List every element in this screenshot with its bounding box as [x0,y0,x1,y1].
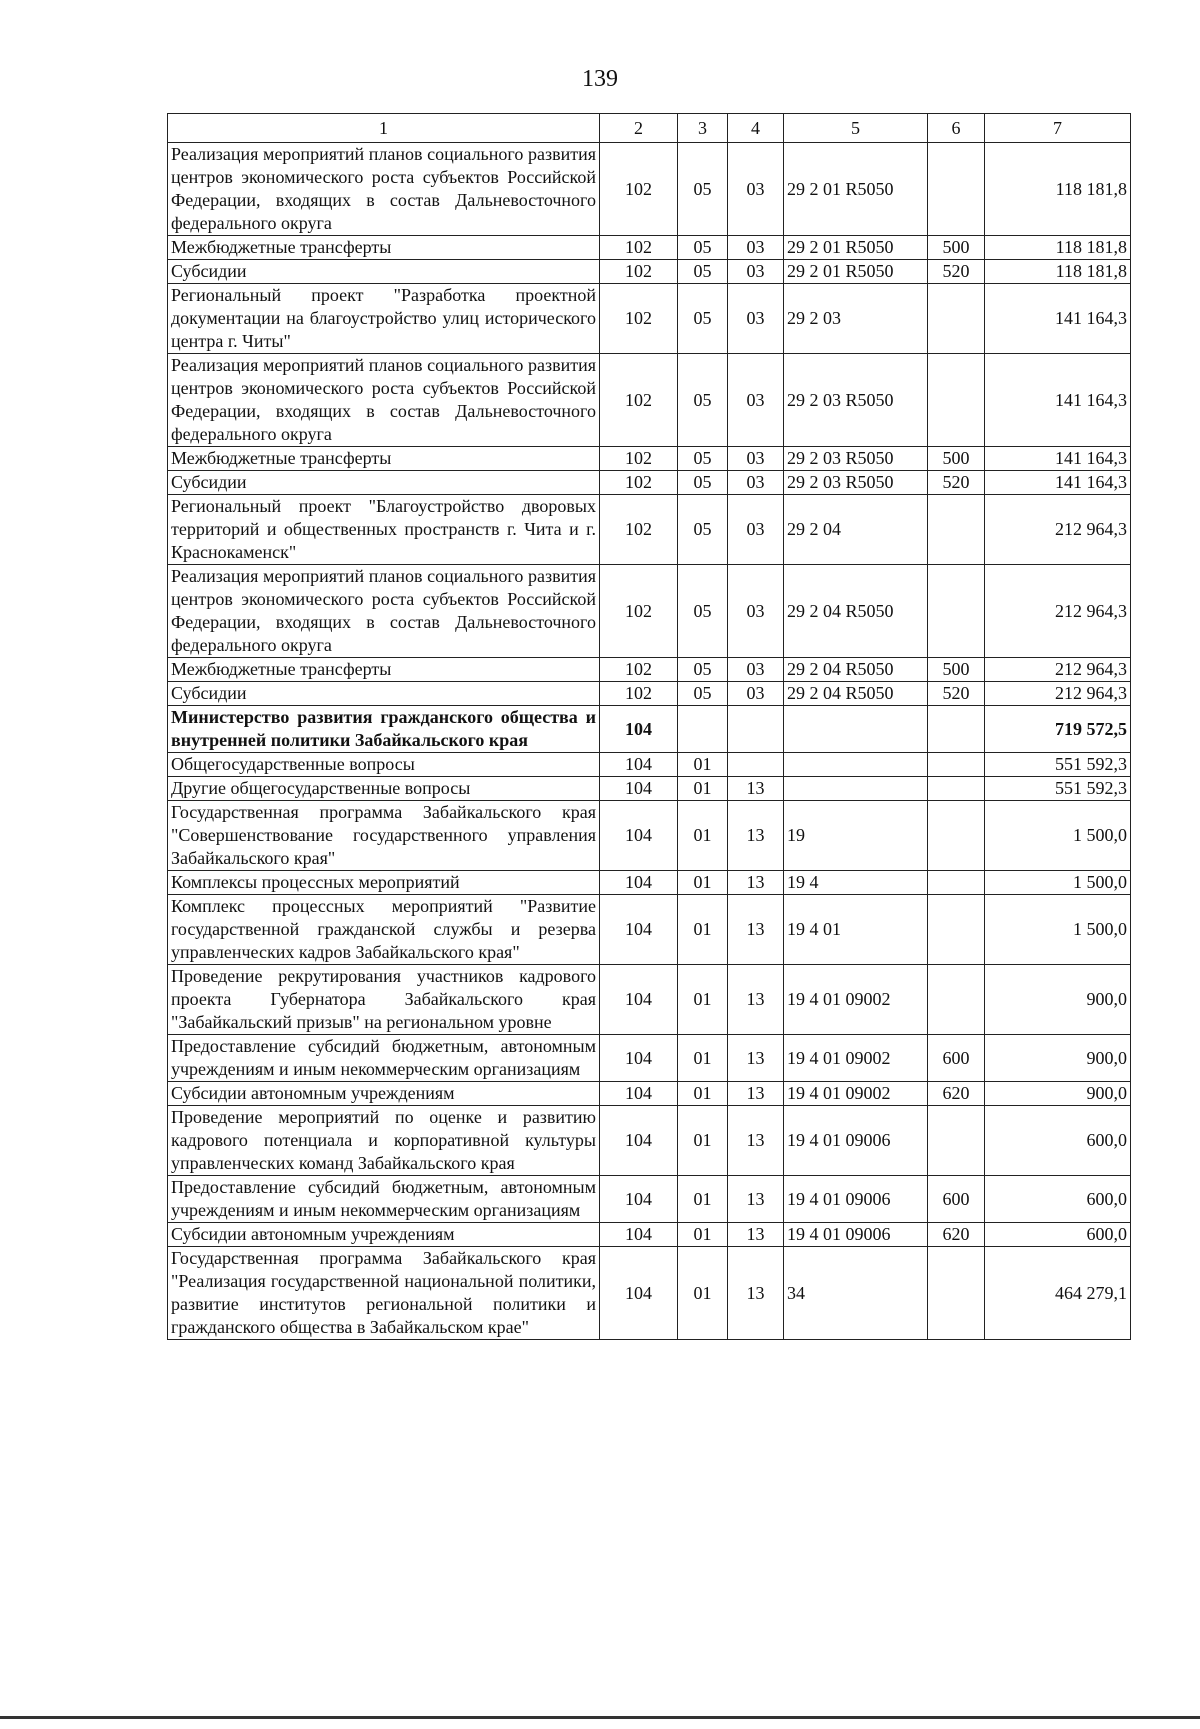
row-name-cell: Реализация мероприятий планов социального развития центров экономического роста субъектов Российской Федерации, входящих в состав Дальневосточного федерального округа [168,143,600,236]
budget-table [167,113,1131,1340]
row-target-cell: 29 2 04 [784,495,928,565]
row-section-cell: 05 [678,284,728,354]
row-type-cell [928,1106,985,1176]
row-code-cell: 102 [600,565,678,658]
row-amount-cell: 118 181,8 [985,260,1131,284]
row-code-cell: 104 [600,1247,678,1340]
page-number: 139 [582,66,618,92]
table-row [168,753,1131,777]
row-subsection-cell [728,706,784,753]
row-amount-cell: 118 181,8 [985,236,1131,260]
row-subsection-cell: 13 [728,1106,784,1176]
row-type-cell [928,753,985,777]
row-section-cell [678,706,728,753]
row-code-cell: 102 [600,143,678,236]
row-target-cell: 19 4 01 09002 [784,1035,928,1082]
row-amount-cell: 900,0 [985,965,1131,1035]
row-code-cell: 102 [600,682,678,706]
row-subsection-cell: 13 [728,871,784,895]
table-row [168,965,1131,1035]
row-code-cell: 104 [600,1035,678,1082]
row-amount-cell: 900,0 [985,1082,1131,1106]
table-row [168,143,1131,236]
row-amount-cell: 464 279,1 [985,1247,1131,1340]
scan-edge-line [0,1716,1200,1719]
table-row [168,1247,1131,1340]
row-subsection-cell: 13 [728,1082,784,1106]
row-section-cell: 01 [678,895,728,965]
row-section-cell: 05 [678,565,728,658]
row-code-cell: 104 [600,1082,678,1106]
row-amount-cell: 719 572,5 [985,706,1131,753]
row-subsection-cell: 13 [728,801,784,871]
row-section-cell: 05 [678,354,728,447]
row-target-cell: 29 2 03 [784,284,928,354]
row-section-cell: 01 [678,801,728,871]
row-target-cell [784,706,928,753]
row-target-cell: 19 4 01 09006 [784,1176,928,1223]
row-type-cell [928,143,985,236]
row-code-cell: 104 [600,706,678,753]
row-type-cell [928,1247,985,1340]
row-name-cell: Реализация мероприятий планов социального развития центров экономического роста субъектов Российской Федерации, входящих в состав Дальневосточного федерального округа [168,565,600,658]
row-type-cell [928,801,985,871]
row-code-cell: 104 [600,871,678,895]
row-section-cell: 01 [678,871,728,895]
row-type-cell: 600 [928,1035,985,1082]
row-section-cell: 05 [678,143,728,236]
row-section-cell: 01 [678,1106,728,1176]
row-section-cell: 01 [678,753,728,777]
row-type-cell: 620 [928,1223,985,1247]
row-subsection-cell: 13 [728,777,784,801]
row-amount-cell: 600,0 [985,1176,1131,1223]
header-row [168,114,1131,143]
row-code-cell: 104 [600,965,678,1035]
row-subsection-cell: 03 [728,495,784,565]
row-type-cell: 600 [928,1176,985,1223]
row-subsection-cell: 03 [728,447,784,471]
header-cell: 2 [600,114,678,143]
table-row [168,1176,1131,1223]
row-code-cell: 104 [600,895,678,965]
row-amount-cell: 141 164,3 [985,471,1131,495]
row-subsection-cell: 13 [728,965,784,1035]
row-amount-cell: 1 500,0 [985,871,1131,895]
row-name-cell: Общегосударственные вопросы [168,753,600,777]
row-target-cell: 29 2 01 R5050 [784,260,928,284]
row-subsection-cell: 03 [728,682,784,706]
row-code-cell: 104 [600,801,678,871]
row-type-cell [928,284,985,354]
row-target-cell: 29 2 04 R5050 [784,682,928,706]
row-target-cell: 19 4 [784,871,928,895]
row-subsection-cell [728,753,784,777]
row-target-cell: 19 [784,801,928,871]
row-subsection-cell: 03 [728,284,784,354]
row-code-cell: 102 [600,471,678,495]
row-name-cell: Субсидии [168,260,600,284]
row-section-cell: 05 [678,682,728,706]
row-section-cell: 05 [678,447,728,471]
row-section-cell: 05 [678,236,728,260]
row-target-cell: 29 2 03 R5050 [784,447,928,471]
row-type-cell [928,895,985,965]
row-subsection-cell: 03 [728,236,784,260]
row-amount-cell: 212 964,3 [985,565,1131,658]
row-type-cell [928,354,985,447]
row-name-cell: Государственная программа Забайкальского края "Реализация государственной национальной политики, развитие институтов региональной политики и гражданского общества в Забайкальском крае" [168,1247,600,1340]
row-name-cell: Предоставление субсидий бюджетным, автономным учреждениям и иным некоммерческим организациям [168,1035,600,1082]
row-target-cell: 29 2 03 R5050 [784,354,928,447]
row-name-cell: Межбюджетные трансферты [168,447,600,471]
row-amount-cell: 212 964,3 [985,658,1131,682]
row-section-cell: 01 [678,1247,728,1340]
table-row [168,236,1131,260]
table-row [168,706,1131,753]
row-target-cell: 29 2 01 R5050 [784,236,928,260]
row-name-cell: Комплекс процессных мероприятий "Развитие государственной гражданской службы и резерва управленческих кадров Забайкальского края" [168,895,600,965]
row-code-cell: 102 [600,495,678,565]
row-type-cell [928,706,985,753]
row-target-cell [784,777,928,801]
row-amount-cell: 551 592,3 [985,753,1131,777]
row-name-cell: Субсидии автономным учреждениям [168,1082,600,1106]
row-target-cell [784,753,928,777]
row-type-cell [928,777,985,801]
row-name-cell: Государственная программа Забайкальского края "Совершенствование государственного управления Забайкальского края" [168,801,600,871]
table-row [168,871,1131,895]
row-amount-cell: 600,0 [985,1223,1131,1247]
table-row [168,895,1131,965]
header-cell: 4 [728,114,784,143]
row-type-cell: 520 [928,682,985,706]
row-amount-cell: 141 164,3 [985,447,1131,471]
table-row [168,565,1131,658]
row-section-cell: 01 [678,965,728,1035]
row-target-cell: 29 2 03 R5050 [784,471,928,495]
row-subsection-cell: 03 [728,354,784,447]
row-code-cell: 104 [600,753,678,777]
row-code-cell: 104 [600,777,678,801]
table-row [168,471,1131,495]
header-cell: 6 [928,114,985,143]
row-type-cell [928,565,985,658]
table-row [168,777,1131,801]
row-subsection-cell: 03 [728,471,784,495]
row-section-cell: 05 [678,658,728,682]
row-amount-cell: 551 592,3 [985,777,1131,801]
row-subsection-cell: 03 [728,565,784,658]
table-row [168,284,1131,354]
row-code-cell: 102 [600,284,678,354]
table-row [168,801,1131,871]
row-name-cell: Субсидии [168,471,600,495]
row-target-cell: 19 4 01 09002 [784,1082,928,1106]
row-type-cell [928,871,985,895]
row-code-cell: 104 [600,1176,678,1223]
row-subsection-cell: 13 [728,1223,784,1247]
row-target-cell: 19 4 01 09002 [784,965,928,1035]
row-target-cell: 29 2 04 R5050 [784,565,928,658]
table-row [168,682,1131,706]
table-row [168,658,1131,682]
row-name-cell: Предоставление субсидий бюджетным, автономным учреждениям и иным некоммерческим организациям [168,1176,600,1223]
row-name-cell: Субсидии автономным учреждениям [168,1223,600,1247]
row-subsection-cell: 03 [728,658,784,682]
row-subsection-cell: 13 [728,1035,784,1082]
row-subsection-cell: 03 [728,260,784,284]
table-row [168,1106,1131,1176]
row-type-cell: 500 [928,447,985,471]
table-row [168,447,1131,471]
row-target-cell: 19 4 01 09006 [784,1223,928,1247]
row-type-cell: 500 [928,658,985,682]
row-target-cell: 29 2 04 R5050 [784,658,928,682]
row-code-cell: 102 [600,260,678,284]
row-name-cell: Другие общегосударственные вопросы [168,777,600,801]
row-type-cell: 500 [928,236,985,260]
row-section-cell: 05 [678,495,728,565]
row-section-cell: 01 [678,1223,728,1247]
row-code-cell: 104 [600,1106,678,1176]
row-name-cell: Межбюджетные трансферты [168,658,600,682]
row-name-cell: Субсидии [168,682,600,706]
row-section-cell: 05 [678,471,728,495]
header-cell: 5 [784,114,928,143]
row-name-cell: Межбюджетные трансферты [168,236,600,260]
row-amount-cell: 212 964,3 [985,682,1131,706]
row-subsection-cell: 13 [728,1247,784,1340]
row-target-cell: 29 2 01 R5050 [784,143,928,236]
row-section-cell: 05 [678,260,728,284]
row-code-cell: 102 [600,236,678,260]
row-amount-cell: 1 500,0 [985,895,1131,965]
table-row [168,1082,1131,1106]
row-type-cell: 520 [928,471,985,495]
row-type-cell [928,495,985,565]
table-row [168,260,1131,284]
table-row [168,1035,1131,1082]
row-amount-cell: 900,0 [985,1035,1131,1082]
row-subsection-cell: 13 [728,895,784,965]
row-name-cell: Комплексы процессных мероприятий [168,871,600,895]
row-amount-cell: 600,0 [985,1106,1131,1176]
row-name-cell: Региональный проект "Благоустройство дворовых территорий и общественных пространств г. Чита и г. Краснокаменск" [168,495,600,565]
row-name-cell: Проведение мероприятий по оценке и развитию кадрового потенциала и корпоративной культуры управленческих команд Забайкальского края [168,1106,600,1176]
row-code-cell: 102 [600,658,678,682]
row-section-cell: 01 [678,1082,728,1106]
row-target-cell: 34 [784,1247,928,1340]
table-row [168,495,1131,565]
header-cell: 3 [678,114,728,143]
row-type-cell [928,965,985,1035]
row-section-cell: 01 [678,1176,728,1223]
table-row [168,354,1131,447]
row-code-cell: 102 [600,447,678,471]
header-cell: 1 [168,114,600,143]
table-row [168,1223,1131,1247]
row-code-cell: 104 [600,1223,678,1247]
row-section-cell: 01 [678,1035,728,1082]
row-subsection-cell: 03 [728,143,784,236]
row-name-cell: Реализация мероприятий планов социального развития центров экономического роста субъектов Российской Федерации, входящих в состав Дальневосточного федерального округа [168,354,600,447]
row-amount-cell: 141 164,3 [985,284,1131,354]
row-code-cell: 102 [600,354,678,447]
row-type-cell: 520 [928,260,985,284]
row-name-cell: Министерство развития гражданского общества и внутренней политики Забайкальского края [168,706,600,753]
row-name-cell: Региональный проект "Разработка проектной документации на благоустройство улиц исторического центра г. Читы" [168,284,600,354]
row-amount-cell: 1 500,0 [985,801,1131,871]
row-type-cell: 620 [928,1082,985,1106]
row-subsection-cell: 13 [728,1176,784,1223]
header-cell: 7 [985,114,1131,143]
row-name-cell: Проведение рекрутирования участников кадрового проекта Губернатора Забайкальского края "Забайкальский призыв" на региональном уровне [168,965,600,1035]
row-amount-cell: 141 164,3 [985,354,1131,447]
row-target-cell: 19 4 01 09006 [784,1106,928,1176]
row-target-cell: 19 4 01 [784,895,928,965]
row-amount-cell: 118 181,8 [985,143,1131,236]
row-section-cell: 01 [678,777,728,801]
row-amount-cell: 212 964,3 [985,495,1131,565]
